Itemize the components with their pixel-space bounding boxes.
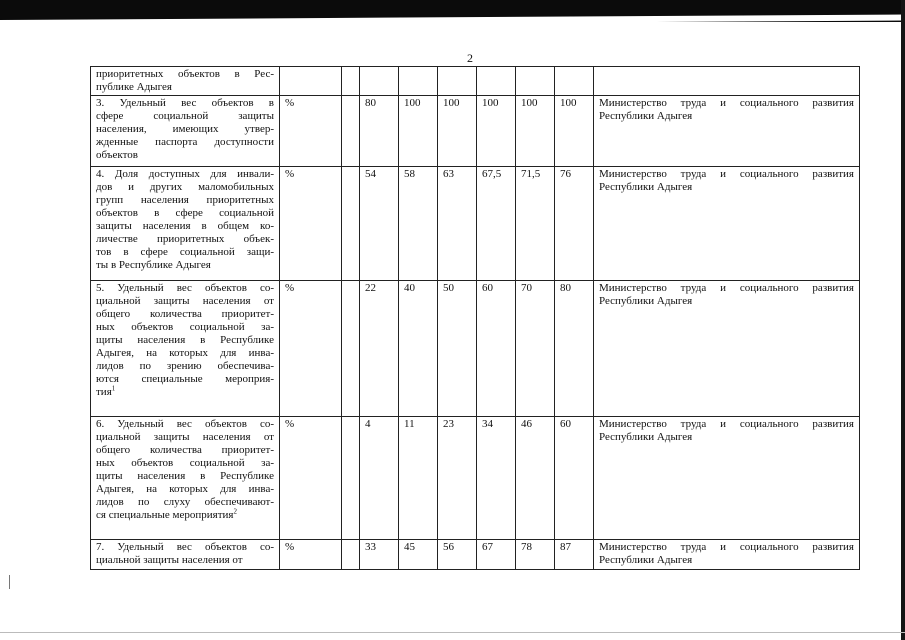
value-cell: 60 (555, 417, 594, 540)
responsible-org-line: Министерство труда и социального развития (599, 282, 854, 294)
indicator-name-line: Адыгея, на которых для инва- (96, 347, 274, 359)
empty-cell (342, 281, 360, 417)
empty-cell (342, 417, 360, 540)
indicator-name-cell (91, 281, 280, 417)
empty-cell (342, 67, 360, 96)
value-cell: 100 (399, 96, 438, 167)
value-cell: 11 (399, 417, 438, 540)
value-cell: 71,5 (516, 167, 555, 281)
value-cell: 4 (360, 417, 399, 540)
value-cell: 34 (477, 417, 516, 540)
responsible-org-line: Министерство труда и социального развития (599, 418, 854, 430)
unit-cell: % (280, 417, 342, 540)
indicator-name-line: ты в Республике Адыгея (96, 259, 211, 271)
value-cell: 78 (516, 540, 555, 570)
indicator-name-line: жденные паспорта доступности (96, 136, 274, 148)
indicator-name-line: 6. Удельный вес объектов со- (96, 418, 274, 430)
responsible-org-line: Министерство труда и социального развития (599, 541, 854, 553)
indicator-name-line: населения, имеющих утвер- (96, 123, 274, 135)
value-cell: 54 (360, 167, 399, 281)
indicator-name-line: циальной защиты населения от (96, 554, 243, 566)
value-cell: 80 (360, 96, 399, 167)
table-row (91, 540, 860, 570)
table-body (91, 67, 860, 570)
indicator-name-cell (91, 96, 280, 167)
value-cell: 67,5 (477, 167, 516, 281)
value-cell (360, 67, 399, 96)
indicator-name-line: приоритетных объектов в Рес- (96, 68, 274, 80)
indicator-name-line: общего количества приоритет- (96, 444, 274, 456)
responsible-org-line: Республики Адыгея (599, 554, 693, 566)
value-cell (399, 67, 438, 96)
value-cell: 56 (438, 540, 477, 570)
indicator-name-line: 4. Доля доступных для инвали- (96, 168, 274, 180)
indicator-name-line: лидов по слуху обеспечивают- (96, 496, 274, 508)
responsible-org-line: Республики Адыгея (599, 431, 693, 443)
value-cell: 40 (399, 281, 438, 417)
value-cell: 100 (555, 96, 594, 167)
indicator-name-line: дов и других маломобильных (96, 181, 274, 193)
indicator-name-line: 3. Удельный вес объектов в (96, 97, 274, 109)
value-cell: 87 (555, 540, 594, 570)
indicator-name-line: защиты населения в общем ко- (96, 220, 274, 232)
indicator-name-line: групп населения приоритетных (96, 194, 274, 206)
table-row (91, 417, 860, 540)
responsible-org-line: Республики Адыгея (599, 295, 693, 307)
value-cell: 80 (555, 281, 594, 417)
responsible-org-line: Министерство труда и социального развития (599, 168, 854, 180)
indicators-table (90, 66, 860, 570)
empty-cell (342, 167, 360, 281)
unit-cell: % (280, 281, 342, 417)
value-cell (477, 67, 516, 96)
value-cell: 100 (516, 96, 555, 167)
indicator-name-cell (91, 167, 280, 281)
indicator-name-line: циальной защиты населения от (96, 295, 274, 307)
indicator-name-line: Адыгея, на которых для инва- (96, 483, 274, 495)
indicator-name-line: щиты населения в Республике (96, 334, 274, 346)
responsible-org-cell (594, 281, 860, 417)
value-cell: 58 (399, 167, 438, 281)
value-cell: 33 (360, 540, 399, 570)
responsible-org-line: Республики Адыгея (599, 181, 693, 193)
indicator-name-line: общего количества приоритет- (96, 308, 274, 320)
unit-cell: % (280, 167, 342, 281)
value-cell: 67 (477, 540, 516, 570)
indicator-name-cell (91, 67, 280, 96)
indicator-name-line: объектов (96, 149, 138, 161)
indicator-name-line: тов в сфере социальной защи- (96, 246, 274, 258)
value-cell: 50 (438, 281, 477, 417)
unit-cell: % (280, 540, 342, 570)
empty-cell (342, 96, 360, 167)
empty-cell (342, 540, 360, 570)
responsible-org-line: Республики Адыгея (599, 110, 693, 122)
indicator-name-line: циальной защиты населения от (96, 431, 274, 443)
indicator-name-line: лидов по зрению обеспечива- (96, 360, 274, 372)
value-cell: 46 (516, 417, 555, 540)
indicator-name-line: щиты населения в Республике (96, 470, 274, 482)
indicator-name-cell (91, 540, 280, 570)
responsible-org-cell (594, 96, 860, 167)
value-cell: 100 (477, 96, 516, 167)
responsible-org-cell (594, 540, 860, 570)
value-cell: 22 (360, 281, 399, 417)
indicator-name-line: ных объектов социальной за- (96, 457, 274, 469)
footnote-marker: 2 (233, 507, 237, 516)
scan-top-border (0, 0, 905, 22)
scan-bottom-mark (0, 632, 905, 633)
indicator-name-line: ся специальные мероприятия$^2$ (96, 507, 237, 521)
table-row (91, 96, 860, 167)
indicator-name-line: ются специальные мероприя- (96, 373, 274, 385)
table-row (91, 167, 860, 281)
page-number: 2 (467, 51, 473, 65)
indicator-name-line: тия$^1$ (96, 384, 116, 398)
responsible-org-cell (594, 67, 860, 96)
scan-left-mark (9, 575, 10, 589)
scan-right-border (901, 0, 905, 640)
responsible-org-line: Министерство труда и социального развития (599, 97, 854, 109)
value-cell (438, 67, 477, 96)
footnote-marker: 1 (111, 384, 116, 393)
table-row (91, 281, 860, 417)
unit-cell (280, 67, 342, 96)
value-cell: 70 (516, 281, 555, 417)
value-cell: 76 (555, 167, 594, 281)
value-cell: 23 (438, 417, 477, 540)
indicator-name-line: сфере социальной защиты (96, 110, 274, 122)
indicator-name-line: 5. Удельный вес объектов со- (96, 282, 274, 294)
indicator-name-line: публике Адыгея (96, 81, 172, 93)
responsible-org-cell (594, 167, 860, 281)
indicator-name-line: личестве приоритетных объек- (96, 233, 274, 245)
value-cell: 60 (477, 281, 516, 417)
value-cell: 100 (438, 96, 477, 167)
indicator-name-cell (91, 417, 280, 540)
value-cell: 63 (438, 167, 477, 281)
responsible-org-cell (594, 417, 860, 540)
value-cell (516, 67, 555, 96)
indicator-name-line: 7. Удельный вес объектов со- (96, 541, 274, 553)
table-row (91, 67, 860, 96)
indicator-name-line: ных объектов социальной за- (96, 321, 274, 333)
value-cell: 45 (399, 540, 438, 570)
indicator-name-line: объектов в сфере социальной (96, 207, 274, 219)
value-cell (555, 67, 594, 96)
unit-cell: % (280, 96, 342, 167)
